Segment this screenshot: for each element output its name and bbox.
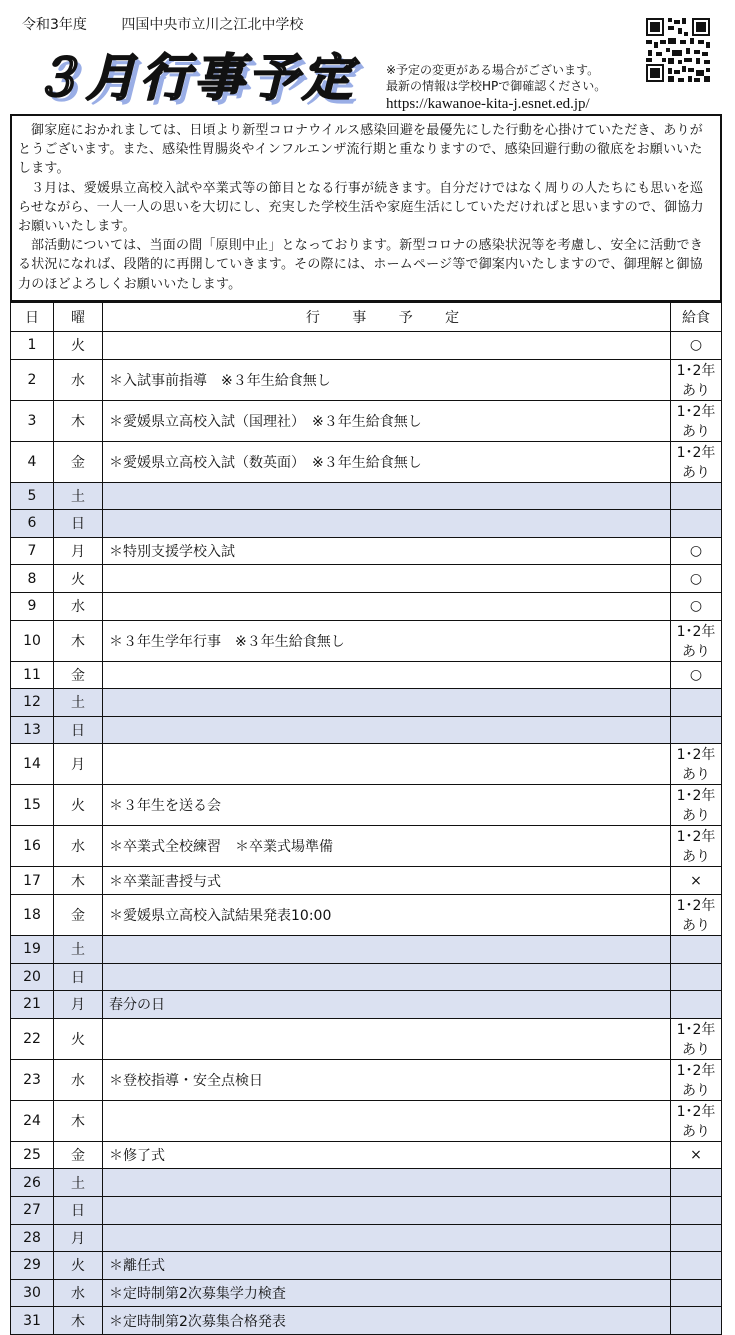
table-row	[11, 785, 722, 826]
table-row	[11, 744, 722, 785]
day-cell: 1	[11, 332, 54, 360]
day-cell: 11	[11, 661, 54, 689]
table-row	[11, 1100, 722, 1141]
day-cell: 3	[11, 400, 54, 441]
lunch-cell: ○	[671, 332, 722, 360]
lunch-cell	[671, 1307, 722, 1335]
table-row	[11, 1141, 722, 1169]
event-cell	[103, 1196, 671, 1224]
table-row	[11, 689, 722, 717]
lunch-cell: 1･2年あり	[671, 826, 722, 867]
lunch-cell	[671, 963, 722, 991]
table-row	[11, 1224, 722, 1252]
table-row	[11, 1059, 722, 1100]
day-cell: 27	[11, 1196, 54, 1224]
day-cell: 14	[11, 744, 54, 785]
event-cell	[103, 661, 671, 689]
qr-code-icon	[644, 16, 712, 84]
lunch-cell	[671, 689, 722, 717]
lunch-cell: 1･2年あり	[671, 620, 722, 661]
table-row	[11, 510, 722, 538]
event-cell: ＊登校指導・安全点検日	[103, 1059, 671, 1100]
event-cell	[103, 744, 671, 785]
table-row	[11, 565, 722, 593]
lunch-cell: ○	[671, 537, 722, 565]
day-cell: 30	[11, 1279, 54, 1307]
day-cell: 5	[11, 482, 54, 510]
weekday-cell: 月	[54, 991, 103, 1019]
intro-paragraph: ３月は、愛媛県立高校入試や卒業式等の節目となる行事が続きます。自分だけではなく周りの人たちにも思いを巡らせながら、一人一人の思いを大切にし、充実した学校生活や家庭生活にしていただければと思いますので、御協力お願いいたします。	[18, 180, 704, 235]
day-cell: 19	[11, 935, 54, 963]
event-cell: ＊定時制第2次募集学力検査	[103, 1279, 671, 1307]
event-cell	[103, 332, 671, 360]
event-cell	[103, 963, 671, 991]
event-cell	[103, 565, 671, 593]
school-name: 四国中央市立川之江北中学校	[121, 17, 304, 33]
lunch-cell	[671, 510, 722, 538]
table-row	[11, 867, 722, 895]
lunch-cell: 1･2年あり	[671, 1100, 722, 1141]
lunch-cell	[671, 716, 722, 744]
school-url-link[interactable]: https://kawanoe-kita-j.esnet.ed.jp/	[386, 96, 590, 112]
page-title: ３月行事予定	[32, 48, 356, 107]
weekday-cell: 木	[54, 867, 103, 895]
day-cell: 26	[11, 1169, 54, 1197]
day-cell: 8	[11, 565, 54, 593]
lunch-cell: ○	[671, 661, 722, 689]
event-cell	[103, 1169, 671, 1197]
event-cell: ＊３年生学年行事 ※３年生給食無し	[103, 620, 671, 661]
event-cell: ＊卒業証書授与式	[103, 867, 671, 895]
lunch-cell: 1･2年あり	[671, 1018, 722, 1059]
schedule-table	[10, 302, 722, 1335]
weekday-cell: 木	[54, 1307, 103, 1335]
weekday-cell: 火	[54, 565, 103, 593]
weekday-cell: 金	[54, 894, 103, 935]
weekday-cell: 金	[54, 441, 103, 482]
day-cell: 2	[11, 359, 54, 400]
lunch-cell: 1･2年あり	[671, 894, 722, 935]
table-row	[11, 1169, 722, 1197]
table-row	[11, 1196, 722, 1224]
lunch-cell	[671, 1196, 722, 1224]
intro-message	[10, 114, 722, 302]
weekday-cell: 水	[54, 826, 103, 867]
lunch-cell: 1･2年あり	[671, 400, 722, 441]
lunch-cell	[671, 991, 722, 1019]
lunch-cell: ○	[671, 565, 722, 593]
day-cell: 16	[11, 826, 54, 867]
day-cell: 9	[11, 592, 54, 620]
weekday-cell: 水	[54, 1279, 103, 1307]
weekday-cell: 日	[54, 716, 103, 744]
weekday-cell: 水	[54, 1059, 103, 1100]
weekday-cell: 土	[54, 689, 103, 717]
day-cell: 18	[11, 894, 54, 935]
weekday-cell: 木	[54, 620, 103, 661]
weekday-cell: 火	[54, 1018, 103, 1059]
day-cell: 29	[11, 1252, 54, 1280]
lunch-cell: 1･2年あり	[671, 785, 722, 826]
event-cell: ＊愛媛県立高校入試（国理社） ※３年生給食無し	[103, 400, 671, 441]
event-cell: ＊入試事前指導 ※３年生給食無し	[103, 359, 671, 400]
day-cell: 7	[11, 537, 54, 565]
table-row	[11, 935, 722, 963]
day-cell: 22	[11, 1018, 54, 1059]
table-row	[11, 1307, 722, 1335]
weekday-cell: 水	[54, 359, 103, 400]
day-cell: 28	[11, 1224, 54, 1252]
table-row	[11, 620, 722, 661]
table-row	[11, 482, 722, 510]
header-event: 行 事 予 定	[103, 303, 671, 332]
weekday-cell: 土	[54, 482, 103, 510]
event-cell: ＊愛媛県立高校入試結果発表10:00	[103, 894, 671, 935]
school-header	[22, 14, 333, 34]
table-row	[11, 963, 722, 991]
day-cell: 23	[11, 1059, 54, 1100]
lunch-cell	[671, 935, 722, 963]
event-cell: 春分の日	[103, 991, 671, 1019]
day-cell: 6	[11, 510, 54, 538]
table-row	[11, 894, 722, 935]
notice-line: 最新の情報は学校HPで御確認ください。	[386, 79, 607, 93]
table-row	[11, 1018, 722, 1059]
table-row	[11, 592, 722, 620]
event-cell	[103, 935, 671, 963]
table-row	[11, 991, 722, 1019]
table-row	[11, 716, 722, 744]
weekday-cell: 月	[54, 1224, 103, 1252]
lunch-cell: 1･2年あり	[671, 359, 722, 400]
event-cell	[103, 689, 671, 717]
lunch-cell: ×	[671, 867, 722, 895]
header-day: 日	[11, 303, 54, 332]
change-notice	[386, 62, 606, 94]
event-cell	[103, 592, 671, 620]
intro-paragraph: 御家庭におかれましては、日頃より新型コロナウイルス感染回避を最優先にした行動を心掛けていただき、ありがとうございます。また、感染性胃腸炎やインフルエンザ流行期と重なりますので、感染回避行動の徹底をお願いいたします。	[18, 123, 703, 177]
lunch-cell: 1･2年あり	[671, 1059, 722, 1100]
lunch-cell	[671, 1224, 722, 1252]
event-cell	[103, 1100, 671, 1141]
lunch-cell: 1･2年あり	[671, 441, 722, 482]
weekday-cell: 水	[54, 592, 103, 620]
event-cell: ＊特別支援学校入試	[103, 537, 671, 565]
table-row	[11, 1279, 722, 1307]
notice-line: ※予定の変更がある場合がございます。	[386, 63, 600, 77]
lunch-cell	[671, 1252, 722, 1280]
day-cell: 31	[11, 1307, 54, 1335]
event-cell: ＊卒業式全校練習 ＊卒業式場準備	[103, 826, 671, 867]
table-row	[11, 826, 722, 867]
weekday-cell: 火	[54, 332, 103, 360]
day-cell: 10	[11, 620, 54, 661]
weekday-cell: 月	[54, 537, 103, 565]
day-cell: 15	[11, 785, 54, 826]
lunch-cell	[671, 1169, 722, 1197]
weekday-cell: 土	[54, 1169, 103, 1197]
day-cell: 17	[11, 867, 54, 895]
fiscal-year: 令和3年度	[22, 17, 87, 33]
weekday-cell: 土	[54, 935, 103, 963]
event-cell: ＊愛媛県立高校入試（数英面） ※３年生給食無し	[103, 441, 671, 482]
day-cell: 21	[11, 991, 54, 1019]
event-cell	[103, 510, 671, 538]
table-row	[11, 1252, 722, 1280]
event-cell	[103, 1018, 671, 1059]
table-row	[11, 332, 722, 360]
event-cell: ＊定時制第2次募集合格発表	[103, 1307, 671, 1335]
schedule-body	[11, 332, 722, 1335]
header-lunch: 給食	[671, 303, 722, 332]
day-cell: 20	[11, 963, 54, 991]
intro-paragraph: 部活動については、当面の間「原則中止」となっております。新型コロナの感染状況等を考慮し、安全に活動できる状況になれば、段階的に再開していきます。その際には、ホームページ等で御案内いたしますので、御理解と御協力のほどよろしくお願いいたします。	[18, 238, 703, 292]
weekday-cell: 日	[54, 963, 103, 991]
header-weekday: 曜	[54, 303, 103, 332]
event-cell: ＊離任式	[103, 1252, 671, 1280]
weekday-cell: 金	[54, 661, 103, 689]
weekday-cell: 木	[54, 400, 103, 441]
lunch-cell: ○	[671, 592, 722, 620]
event-cell: ＊修了式	[103, 1141, 671, 1169]
day-cell: 24	[11, 1100, 54, 1141]
table-row	[11, 400, 722, 441]
table-row	[11, 359, 722, 400]
weekday-cell: 日	[54, 510, 103, 538]
table-row	[11, 661, 722, 689]
weekday-cell: 木	[54, 1100, 103, 1141]
weekday-cell: 金	[54, 1141, 103, 1169]
table-row	[11, 441, 722, 482]
day-cell: 13	[11, 716, 54, 744]
weekday-cell: 月	[54, 744, 103, 785]
event-cell	[103, 482, 671, 510]
day-cell: 12	[11, 689, 54, 717]
day-cell: 4	[11, 441, 54, 482]
weekday-cell: 火	[54, 1252, 103, 1280]
event-cell	[103, 716, 671, 744]
weekday-cell: 日	[54, 1196, 103, 1224]
lunch-cell: ×	[671, 1141, 722, 1169]
day-cell: 25	[11, 1141, 54, 1169]
lunch-cell	[671, 482, 722, 510]
event-cell	[103, 1224, 671, 1252]
event-cell: ＊３年生を送る会	[103, 785, 671, 826]
table-row	[11, 537, 722, 565]
weekday-cell: 火	[54, 785, 103, 826]
table-header-row	[11, 303, 722, 332]
lunch-cell	[671, 1279, 722, 1307]
lunch-cell: 1･2年あり	[671, 744, 722, 785]
